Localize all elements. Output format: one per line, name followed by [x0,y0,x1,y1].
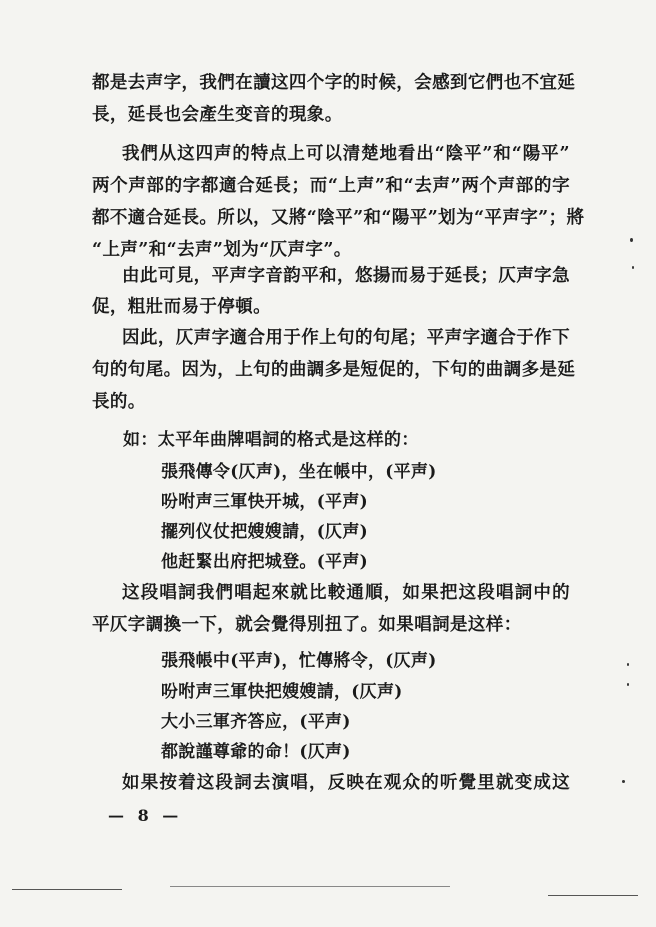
paragraph-start-line: 如果按着这段詞去演唱，反映在观众的听覺里就变成这 [122,773,570,793]
example-intro: 如：太平年曲牌唱詞的格式是这样的： [123,430,419,450]
text-line: 長，延長也会產生变音的現象。 [92,105,343,125]
scan-edge-line [12,889,122,890]
scan-speck [622,780,625,783]
paragraph-start-line: 因此，仄声字適合用于作上句的句尾；平声字適合于作下 [122,328,570,348]
page-number: — 8 — [108,806,183,825]
scan-speck [627,663,629,666]
verse-line: 他赶緊出府把城登。(平声) [161,552,368,572]
verse-line: 張飛傳令(仄声)，坐在帳中，(平声) [161,462,437,482]
scan-speck [632,266,634,269]
paragraph-start-line: 我們从这四声的特点上可以清楚地看出“陰平”和“陽平” [122,144,570,164]
verse-line: 大小三軍齐答应，(平声) [161,712,351,732]
paragraph-start-line: 这段唱詞我們唱起來就比較通順，如果把这段唱詞中的 [122,583,570,603]
paragraph-start-line: 由此可見，平声字音韵平和，悠揚而易于延長；仄声字急 [122,266,570,286]
verse-line: 吩咐声三軍快开城，(平声) [161,492,368,512]
text-line: 都不適合延長。所以，又將“陰平”和“陽平”划为“平声字”；將 [92,208,585,228]
scan-speck [630,238,633,242]
text-line: 句的句尾。因为，上句的曲調多是短促的，下句的曲調多是延 [92,360,576,380]
text-line: “上声”和“去声”划为“仄声字”。 [92,240,352,260]
scan-edge-line [548,895,638,896]
verse-line: 張飛帳中(平声)，忙傳將令，(仄声) [161,651,437,671]
text-line: 都是去声字，我們在讀这四个字的时候，会感到它們也不宜延 [92,73,576,93]
verse-line: 都說謹尊爺的命！(仄声) [161,742,351,762]
scan-speck [627,683,629,686]
text-line: 平仄字調換一下，就会覺得別扭了。如果唱詞是这样： [92,615,522,635]
text-line: 两个声部的字都適合延長；而“上声”和“去声”两个声部的字 [92,176,570,196]
scan-edge-line [170,886,450,887]
text-line: 長的。 [92,392,146,412]
text-line: 促，粗壯而易于停頓。 [92,297,271,317]
verse-line: 吩咐声三軍快把嫂嫂請，(仄声) [161,682,403,702]
verse-line: 擺列仪仗把嫂嫂請，(仄声) [161,522,368,542]
